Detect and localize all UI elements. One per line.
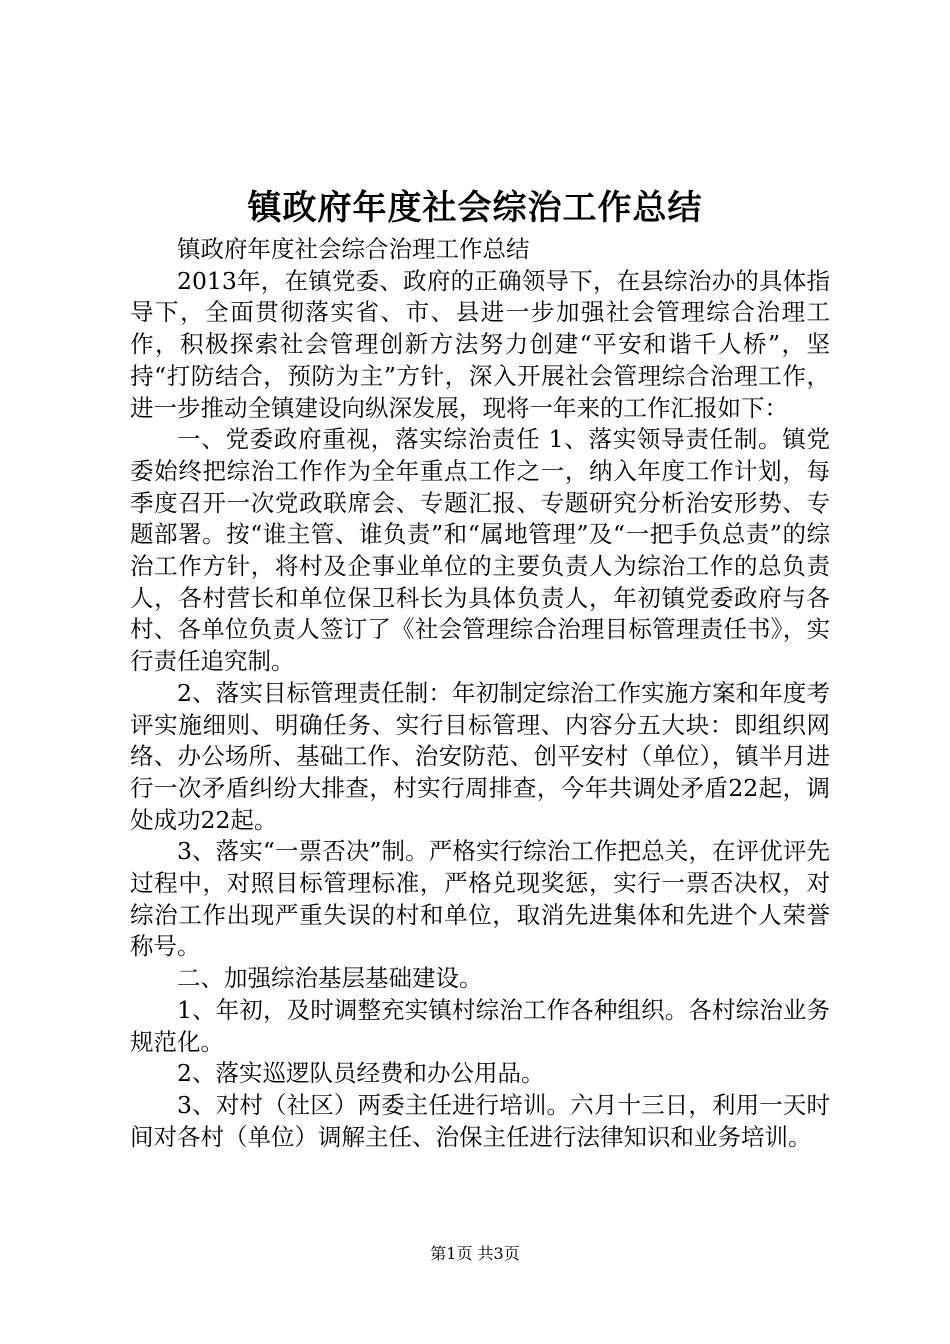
organization-paragraph: 1、年初，及时调整充实镇村综治工作各种组织。各村综治业务规范化。	[130, 995, 830, 1056]
document-body	[130, 234, 830, 1153]
page-number-footer: 第1页 共3页	[430, 1244, 520, 1263]
patrol-funding-paragraph: 2、落实巡逻队员经费和办公用品。	[177, 1059, 545, 1088]
intro-paragraph: 2013年，在镇党委、政府的正确领导下，在县综治办的具体指导下，全面贯彻落实省、市、县进一步加强社会管理综合治理工作，积极探索社会管理创新方法努力创建“平安和谐千人桥”，坚持“打防结合，预防为主”方针，深入开展社会管理综合治理工作，进一步推动全镇建设向纵深发展，现将一年来的工作汇报如下：	[130, 266, 830, 422]
subtitle-paragraph: 镇政府年度社会综合治理工作总结	[177, 235, 530, 263]
training-paragraph: 3、对村（社区）两委主任进行培训。六月十三日，利用一天时间对各村（单位）调解主任、治保主任进行法律知识和业务培训。	[130, 1090, 830, 1151]
one-vote-veto-paragraph: 3、落实“一票否决”制。严格实行综治工作把总关，在评优评先过程中，对照目标管理标准，严格兑现奖惩，实行一票否决权，对综治工作出现严重失误的村和单位，取消先进集体和先进个人荣誉称号。	[130, 837, 830, 961]
section-two-heading: 二、加强综治基层基础建设。	[177, 964, 483, 993]
document-title: 镇政府年度社会综治工作总结	[247, 188, 703, 228]
section-one-paragraph: 一、党委政府重视，落实综治责任 1、落实领导责任制。镇党委始终把综治工作作为全年重点工作之一，纳入年度工作计划，每季度召开一次党政联席会、专题汇报、专题研究分析治安形势、专题部署。按“谁主管、谁负责”和“属地管理”及“一把手负总责”的综治工作方针，将村及企事业单位的主要负责人为综治工作的总负责人，各村营长和单位保卫科长为具体负责人，年初镇党委政府与各村、各单位负责人签订了《社会管理综合治理目标管理责任书》，实行责任追究制。	[130, 425, 830, 676]
target-management-paragraph: 2、落实目标管理责任制：年初制定综治工作实施方案和年度考评实施细则、明确任务、实行目标管理、内容分五大块：即组织网络、办公场所、基础工作、治安防范、创平安村（单位），镇半月进行一次矛盾纠纷大排查，村实行周排查，今年共调处矛盾22起，调处成功22起。	[130, 678, 830, 834]
